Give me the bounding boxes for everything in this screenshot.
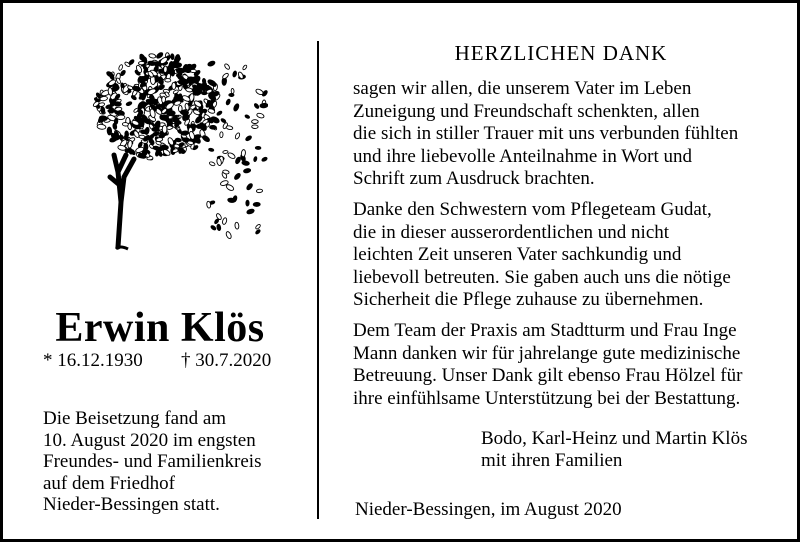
text-line: Schrift zum Ausdruck brachten. — [353, 168, 595, 189]
burial-line: 10. August 2020 im engsten — [43, 429, 256, 451]
text-line: die in dieser ausserordentlichen und nicht — [353, 221, 670, 243]
text-line: Zuneigung und Freundschaft schenkten, allen — [353, 100, 700, 122]
tree-icon — [88, 37, 268, 252]
burial-line: Die Beisetzung fand am — [43, 408, 227, 429]
signer-line: Bodo, Karl-Heinz und Martin Klös — [481, 428, 748, 449]
text-line: Mann danken wir für jahrelange gute medizinische — [353, 342, 741, 364]
signer-line: mit ihren Familien — [481, 450, 623, 471]
heading: HERZLICHEN DANK — [454, 41, 668, 65]
text-line: liebevoll betreuten. Sie gaben auch uns die nötige — [353, 266, 731, 288]
text-line: Danke den Schwestern vom Pflegeteam Gudat, — [353, 199, 712, 220]
birth-date: * 16.12.1930 — [43, 350, 143, 371]
burial-line: Nieder-Bessingen statt. — [43, 494, 220, 515]
text-line: sagen wir allen, die unserem Vater im Leben — [353, 78, 692, 99]
death-date: † 30.7.2020 — [181, 350, 272, 371]
thanks-paragraph-2 — [353, 199, 731, 312]
text-line: die sich in stiller Trauer mit uns verbunden fühlten — [353, 123, 739, 144]
burial-line: auf dem Friedhof — [43, 472, 175, 494]
text-line: Dem Team der Praxis am Stadtturm und Frau Inge — [353, 320, 737, 341]
place-date: Nieder-Bessingen, im August 2020 — [355, 499, 622, 520]
text-line: und ihre liebevolle Anteilnahme in Wort und — [353, 145, 692, 167]
column-divider — [317, 41, 319, 519]
deceased-name: Erwin Klös — [55, 305, 265, 351]
text-line: ihre einfühlsame Unterstützung bei der Bestattung. — [353, 387, 741, 409]
thanks-paragraph-1 — [353, 78, 738, 191]
thanks-paragraph-3 — [353, 320, 742, 410]
burial-line: Freundes- und Familienkreis — [43, 451, 262, 472]
burial-notice — [43, 408, 261, 516]
signers — [481, 428, 747, 472]
text-line: Betreuung. Unser Dank gilt ebenso Frau Hölzel für — [353, 365, 743, 386]
text-line: Sicherheit die Pflege zuhause zu übernehmen. — [353, 289, 704, 310]
text-line: leichten Zeit unseren Vater sachkundig und — [353, 244, 682, 265]
